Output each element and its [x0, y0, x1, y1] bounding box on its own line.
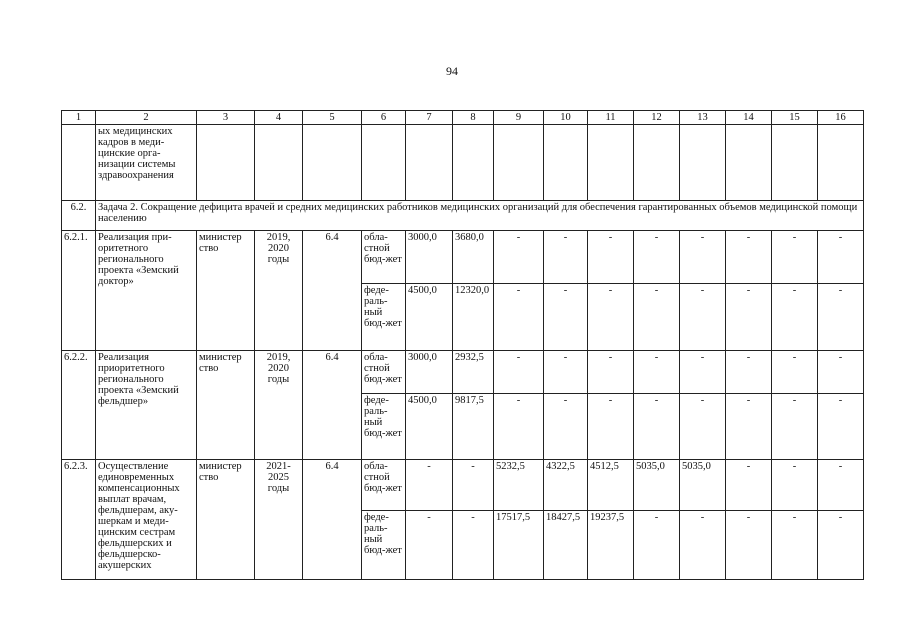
amount-cell: -: [634, 284, 680, 351]
amount-cell: -: [818, 231, 864, 284]
amount-cell: -: [494, 394, 544, 460]
column-number-header: 4: [255, 111, 303, 125]
amount-cell: -: [588, 231, 634, 284]
column-number-header: 15: [772, 111, 818, 125]
amount-cell: 5035,0: [634, 460, 680, 511]
amount-cell: -: [818, 460, 864, 511]
amount-cell: -: [726, 460, 772, 511]
activity-name: ых медицинских кадров в меди-цинские орга-низации системы здравоохранения: [96, 125, 197, 201]
amount-cell: 4500,0: [406, 284, 453, 351]
amount-cell: -: [726, 284, 772, 351]
funding-source: обла-стной бюд-жет: [362, 460, 406, 511]
amount-cell: 4512,5: [588, 460, 634, 511]
amount-cell: 3000,0: [406, 231, 453, 284]
amount-cell: 4500,0: [406, 394, 453, 460]
amount-cell: -: [634, 231, 680, 284]
amount-cell: -: [772, 394, 818, 460]
amount-cell: -: [680, 394, 726, 460]
column-number-header: 16: [818, 111, 864, 125]
column-number-header: 10: [544, 111, 588, 125]
table-row: [62, 231, 864, 284]
amount-cell: -: [634, 351, 680, 394]
amount-cell: -: [772, 351, 818, 394]
row-number: 6.2.2.: [62, 351, 96, 460]
amount-cell: -: [634, 394, 680, 460]
years: 2021-2025 годы: [255, 460, 303, 580]
amount-cell: -: [544, 351, 588, 394]
amount-cell: -: [588, 394, 634, 460]
table-row: [62, 351, 864, 394]
column-number-header: 5: [303, 111, 362, 125]
amount-cell: 19237,5: [588, 511, 634, 580]
amount-cell: 2932,5: [453, 351, 494, 394]
amount-cell: 3680,0: [453, 231, 494, 284]
amount-cell: 12320,0: [453, 284, 494, 351]
task-title: Задача 2. Сокращение дефицита врачей и средних медицинских работников медицинских организаций для обеспечения гарантированных объемов медицинской помощи населению: [96, 201, 864, 231]
indicator-code: 6.4: [303, 231, 362, 351]
amount-cell: -: [453, 460, 494, 511]
activity-name: Реализация приоритетного регионального проекта «Земский фельдшер»: [96, 351, 197, 460]
activity-name: Реализация при-оритетного регионального проекта «Земский доктор»: [96, 231, 197, 351]
years: 2019, 2020 годы: [255, 231, 303, 351]
amount-cell: -: [453, 511, 494, 580]
years: 2019, 2020 годы: [255, 351, 303, 460]
amount-cell: -: [680, 511, 726, 580]
amount-cell: -: [772, 231, 818, 284]
amount-cell: 4322,5: [544, 460, 588, 511]
amount-cell: -: [494, 351, 544, 394]
column-number-header-row: [62, 111, 864, 125]
amount-cell: -: [634, 511, 680, 580]
amount-cell: -: [588, 351, 634, 394]
amount-cell: -: [544, 394, 588, 460]
table-row: [62, 460, 864, 511]
funding-source: обла-стной бюд-жет: [362, 351, 406, 394]
amount-cell: 17517,5: [494, 511, 544, 580]
funding-source: обла-стной бюд-жет: [362, 231, 406, 284]
funding-source: феде-раль-ный бюд-жет: [362, 284, 406, 351]
funding-source: феде-раль-ный бюд-жет: [362, 511, 406, 580]
indicator-code: 6.4: [303, 460, 362, 580]
column-number-header: 9: [494, 111, 544, 125]
amount-cell: -: [680, 351, 726, 394]
executor: министер ство: [197, 351, 255, 460]
executor: министер ство: [197, 460, 255, 580]
budget-table: [61, 110, 864, 580]
amount-cell: 5035,0: [680, 460, 726, 511]
amount-cell: 5232,5: [494, 460, 544, 511]
amount-cell: -: [772, 511, 818, 580]
column-number-header: 12: [634, 111, 680, 125]
column-number-header: 6: [362, 111, 406, 125]
indicator-code: 6.4: [303, 351, 362, 460]
amount-cell: -: [680, 284, 726, 351]
column-number-header: 8: [453, 111, 494, 125]
amount-cell: -: [772, 460, 818, 511]
row-number: 6.2.1.: [62, 231, 96, 351]
column-number-header: 11: [588, 111, 634, 125]
amount-cell: -: [772, 284, 818, 351]
continuation-row: [62, 125, 864, 201]
amount-cell: -: [818, 284, 864, 351]
activity-name: Осуществление единовременных компенсационных выплат врачам, фельдшерам, аку-шеркам и меди-цинским сестрам фельдшерских и фельдшерско-акушерских: [96, 460, 197, 580]
amount-cell: -: [726, 511, 772, 580]
amount-cell: -: [818, 394, 864, 460]
amount-cell: 9817,5: [453, 394, 494, 460]
column-number-header: 7: [406, 111, 453, 125]
task-number: 6.2.: [62, 201, 96, 231]
amount-cell: -: [406, 460, 453, 511]
amount-cell: 18427,5: [544, 511, 588, 580]
column-number-header: 1: [62, 111, 96, 125]
amount-cell: -: [544, 284, 588, 351]
amount-cell: -: [818, 351, 864, 394]
amount-cell: 3000,0: [406, 351, 453, 394]
executor: министер ство: [197, 231, 255, 351]
amount-cell: -: [494, 284, 544, 351]
amount-cell: -: [494, 231, 544, 284]
amount-cell: -: [726, 351, 772, 394]
column-number-header: 3: [197, 111, 255, 125]
amount-cell: -: [544, 231, 588, 284]
column-number-header: 14: [726, 111, 772, 125]
row-number: 6.2.3.: [62, 460, 96, 580]
column-number-header: 13: [680, 111, 726, 125]
page-number: 94: [446, 64, 458, 78]
funding-source: феде-раль-ный бюд-жет: [362, 394, 406, 460]
amount-cell: -: [680, 231, 726, 284]
amount-cell: -: [726, 394, 772, 460]
amount-cell: -: [406, 511, 453, 580]
column-number-header: 2: [96, 111, 197, 125]
amount-cell: -: [726, 231, 772, 284]
task-row: [62, 201, 864, 231]
amount-cell: -: [588, 284, 634, 351]
amount-cell: -: [818, 511, 864, 580]
